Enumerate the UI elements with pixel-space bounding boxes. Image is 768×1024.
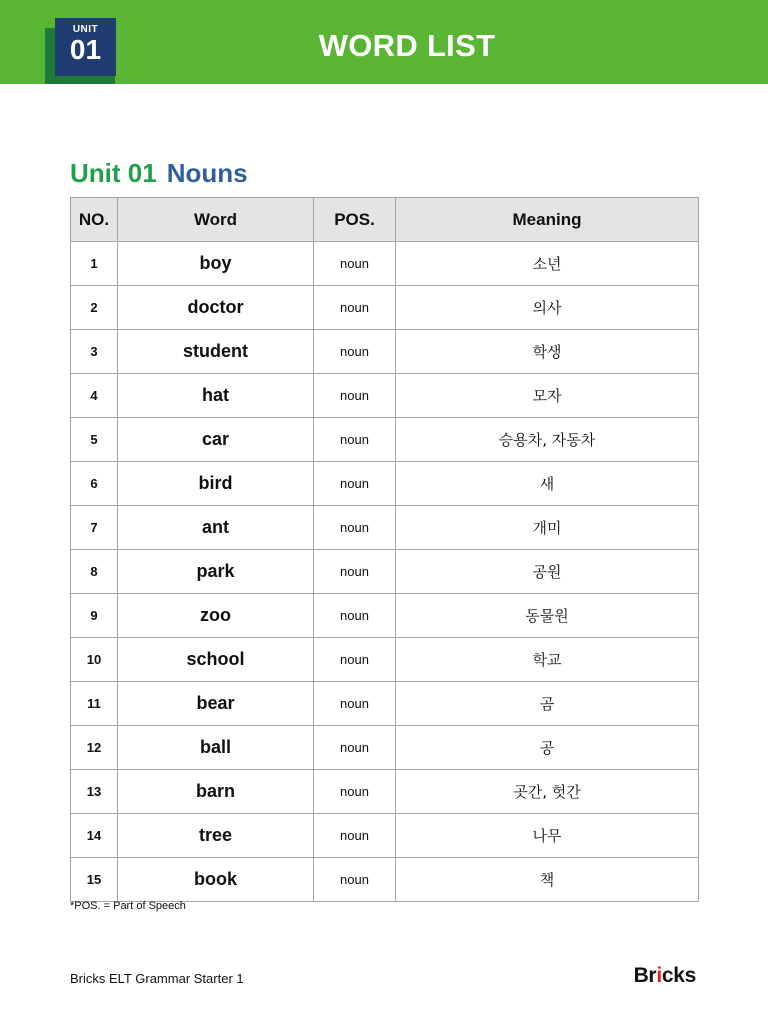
header-bar xyxy=(0,0,768,84)
cell-meaning: 동물원 xyxy=(396,594,699,638)
cell-meaning: 곳간, 헛간 xyxy=(396,770,699,814)
word-table xyxy=(70,197,699,902)
cell-word: park xyxy=(118,550,314,594)
cell-meaning: 나무 xyxy=(396,814,699,858)
cell-word: boy xyxy=(118,242,314,286)
header-pos: POS. xyxy=(314,198,396,242)
cell-no: 8 xyxy=(71,550,118,594)
cell-no: 6 xyxy=(71,462,118,506)
cell-meaning: 새 xyxy=(396,462,699,506)
section-unit: Unit 01 xyxy=(70,158,157,188)
book-title: Bricks ELT Grammar Starter 1 xyxy=(70,971,244,986)
cell-pos: noun xyxy=(314,770,396,814)
table-row xyxy=(71,286,699,330)
cell-word: ball xyxy=(118,726,314,770)
cell-no: 3 xyxy=(71,330,118,374)
table-row xyxy=(71,726,699,770)
footnote: *POS. = Part of Speech xyxy=(70,900,186,912)
cell-meaning: 곰 xyxy=(396,682,699,726)
cell-meaning: 공원 xyxy=(396,550,699,594)
table-row xyxy=(71,374,699,418)
table-row xyxy=(71,770,699,814)
cell-pos: noun xyxy=(314,858,396,902)
cell-pos: noun xyxy=(314,330,396,374)
cell-meaning: 공 xyxy=(396,726,699,770)
cell-no: 11 xyxy=(71,682,118,726)
cell-no: 15 xyxy=(71,858,118,902)
cell-word: doctor xyxy=(118,286,314,330)
cell-pos: noun xyxy=(314,374,396,418)
cell-pos: noun xyxy=(314,682,396,726)
cell-no: 7 xyxy=(71,506,118,550)
page-title: WORD LIST xyxy=(318,28,496,63)
table-row xyxy=(71,858,699,902)
table-row xyxy=(71,594,699,638)
table-row xyxy=(71,506,699,550)
cell-pos: noun xyxy=(314,814,396,858)
cell-word: school xyxy=(118,638,314,682)
table-row xyxy=(71,462,699,506)
cell-meaning: 승용차, 자동차 xyxy=(396,418,699,462)
cell-no: 5 xyxy=(71,418,118,462)
cell-no: 1 xyxy=(71,242,118,286)
cell-no: 9 xyxy=(71,594,118,638)
unit-badge-number: 01 xyxy=(69,34,102,65)
cell-meaning: 학교 xyxy=(396,638,699,682)
cell-pos: noun xyxy=(314,506,396,550)
cell-pos: noun xyxy=(314,638,396,682)
cell-word: hat xyxy=(118,374,314,418)
cell-pos: noun xyxy=(314,726,396,770)
header-meaning: Meaning xyxy=(396,198,699,242)
cell-no: 2 xyxy=(71,286,118,330)
header-word: Word xyxy=(118,198,314,242)
cell-word: bear xyxy=(118,682,314,726)
section-heading xyxy=(70,158,248,189)
cell-pos: noun xyxy=(314,242,396,286)
cell-word: student xyxy=(118,330,314,374)
table-row xyxy=(71,682,699,726)
cell-word: zoo xyxy=(118,594,314,638)
cell-no: 13 xyxy=(71,770,118,814)
cell-meaning: 의사 xyxy=(396,286,699,330)
table-row xyxy=(71,814,699,858)
cell-meaning: 책 xyxy=(396,858,699,902)
cell-meaning: 소년 xyxy=(396,242,699,286)
table-row xyxy=(71,242,699,286)
unit-badge-label: UNIT xyxy=(72,24,99,35)
cell-word: book xyxy=(118,858,314,902)
table-row xyxy=(71,638,699,682)
cell-word: car xyxy=(118,418,314,462)
cell-meaning: 학생 xyxy=(396,330,699,374)
cell-pos: noun xyxy=(314,286,396,330)
cell-word: ant xyxy=(118,506,314,550)
cell-pos: noun xyxy=(314,418,396,462)
cell-word: bird xyxy=(118,462,314,506)
cell-pos: noun xyxy=(314,462,396,506)
table-row xyxy=(71,418,699,462)
cell-pos: noun xyxy=(314,550,396,594)
section-topic: Nouns xyxy=(166,158,248,188)
table-header-row xyxy=(71,198,699,242)
cell-pos: noun xyxy=(314,594,396,638)
cell-meaning: 모자 xyxy=(396,374,699,418)
cell-no: 4 xyxy=(71,374,118,418)
cell-no: 14 xyxy=(71,814,118,858)
cell-word: tree xyxy=(118,814,314,858)
header-no: NO. xyxy=(71,198,118,242)
cell-no: 12 xyxy=(71,726,118,770)
cell-meaning: 개미 xyxy=(396,506,699,550)
bricks-logo: Bricks xyxy=(633,964,696,987)
cell-word: barn xyxy=(118,770,314,814)
table-row xyxy=(71,550,699,594)
table-row xyxy=(71,330,699,374)
cell-no: 10 xyxy=(71,638,118,682)
